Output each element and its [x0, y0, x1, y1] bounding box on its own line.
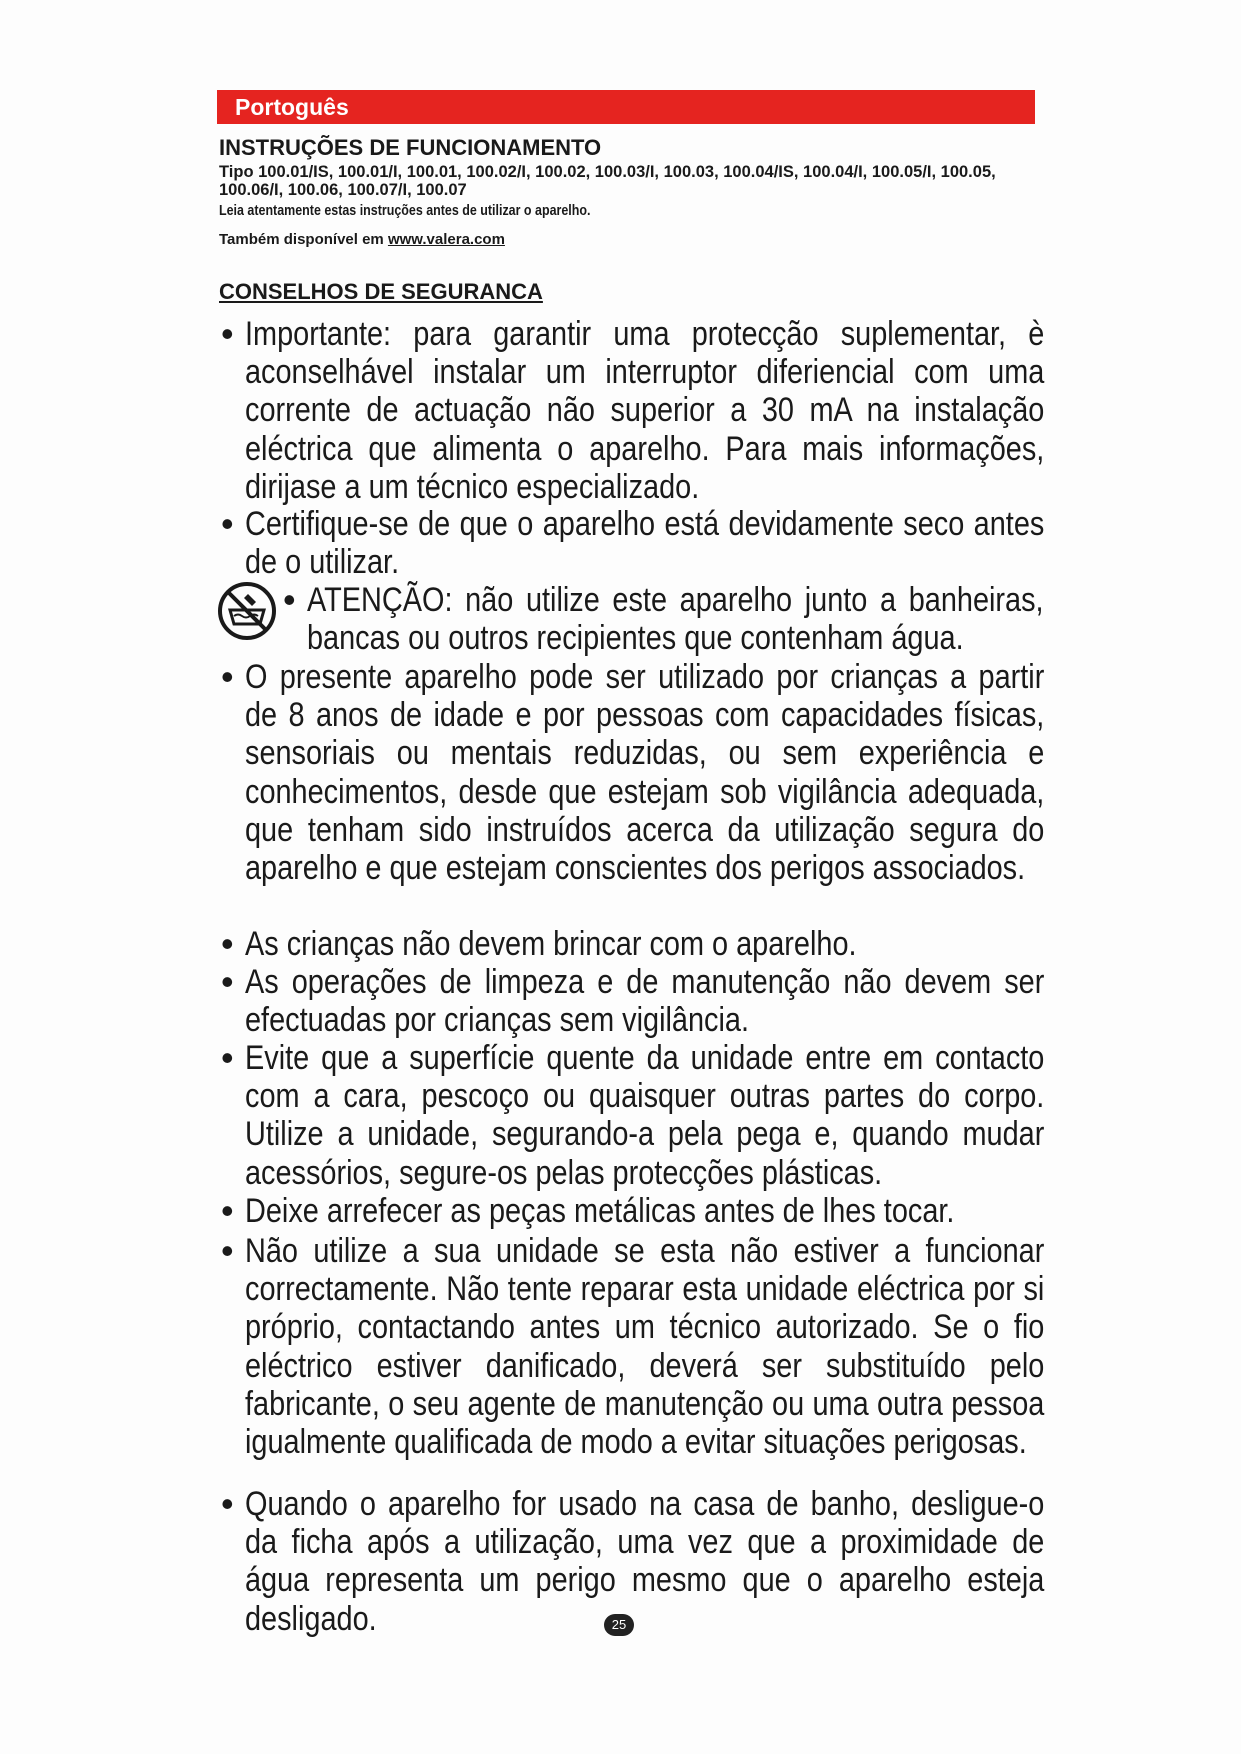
rule-text: ATENÇÃO: não utilize este aparelho junto a banheiras, bancas ou outros recipientes que contenham água. [307, 581, 1044, 658]
website-link[interactable]: www.valera.com [387, 231, 505, 248]
bullet: • [221, 1037, 234, 1078]
language-label: Portoguês [235, 94, 349, 120]
read-instructions-note: Leia atentamente estas instruções antes de utilizar o aparelho. [219, 203, 591, 219]
rule-text: Evite que a superfície quente da unidade entre em contacto com a cara, pescoço ou quaisquer outras partes do corpo. Utilize a unidade, segurando-a pela pega e, quando mudar acessórios, segure-os pelas protecções plásticas. [245, 1039, 1045, 1192]
rule-text: Certifique-se de que o aparelho está devidamente seco antes de o utilizar. [245, 505, 1045, 582]
rule-text: Importante: para garantir uma protecção suplementar, è aconselhável instalar um interruptor diferiencial com uma corrente de actuação não superior a 30 mA na instalação eléctrica que alimenta o aparelho. Para mais informações, dirijase a um técnico especializado. [245, 315, 1045, 506]
section-title: CONSELHOS DE SEGURANCA [219, 279, 543, 304]
bullet: • [221, 313, 234, 354]
rule-text: Deixe arrefecer as peças metálicas antes de lhes tocar. [245, 1192, 955, 1230]
bullet: • [221, 656, 234, 697]
page-number: 25 [604, 1614, 634, 1636]
document-title: INSTRUÇÕES DE FUNCIONAMENTO [219, 135, 602, 160]
online-prefix: Também disponível em [219, 231, 388, 248]
bullet: • [221, 1190, 234, 1231]
rule-text: Não utilize a sua unidade se esta não estiver a funcionar correctamente. Não tente reparar esta unidade eléctrica por si próprio, contactando antes um técnico autorizado. Se o fio eléctrico estiver danificado, deverá ser substituído pelo fabricante, o seu agente de manutenção ou uma outra pessoa igualmente qualificada de modo a evitar situações perigosas. [245, 1232, 1045, 1462]
bullet: • [221, 923, 234, 964]
rule-text: As crianças não devem brincar com o aparelho. [245, 925, 857, 963]
bullet: • [221, 1230, 234, 1271]
bullet: • [283, 579, 296, 620]
rule-text: O presente aparelho pode ser utilizado por crianças a partir de 8 anos de idade e por pessoas com capacidades físicas, sensoriais ou mentais reduzidas, ou sem experiência e conhecimentos, desde que estejam sob vigilância adequada, que tenham sido instruídos acerca da utilização segura do aparelho e que estejam conscientes dos perigos associados. [245, 658, 1045, 888]
model-list: Tipo 100.01/IS, 100.01/I, 100.01, 100.02/I, 100.02, 100.03/I, 100.03, 100.04/IS, 100.04/I, 100.05/I, 100.05, 100.06/I, 100.06, 100.07/I, 100.07 [219, 163, 996, 199]
no-water-bath-icon [216, 580, 278, 642]
rule-text: Quando o aparelho for usado na casa de banho, desligue-o da ficha após a utilização, uma vez que a proximidade de água representa um perigo mesmo que o aparelho esteja desligado. [245, 1485, 1045, 1638]
bullet: • [221, 503, 234, 544]
bullet: • [221, 961, 234, 1002]
rule-text: As operações de limpeza e de manutenção não devem ser efectuadas por crianças sem vigilância. [245, 963, 1045, 1040]
bullet: • [221, 1483, 234, 1524]
